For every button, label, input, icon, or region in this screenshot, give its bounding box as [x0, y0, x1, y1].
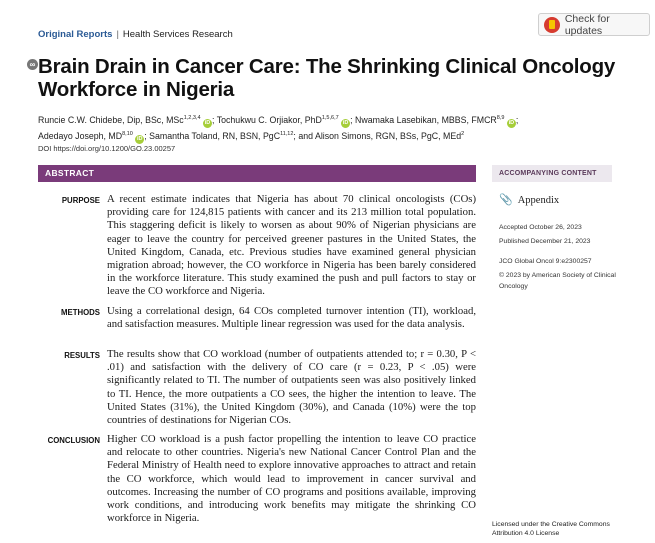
author-affiliation: 8,9 [496, 115, 505, 121]
author-affiliation: 8,10 [122, 130, 133, 137]
author-affiliation: 1,2,3,4 [183, 115, 201, 121]
author-name[interactable]: Nwamaka Lasebikan, MBBS, FMCR [355, 114, 497, 125]
accompanying-content-heading: ACCOMPANYING CONTENT [492, 165, 612, 182]
abstract-heading: ABSTRACT [38, 165, 476, 182]
license-notice[interactable]: Licensed under the Creative Commons Attribution 4.0 License [492, 521, 610, 537]
section-text-purpose: A recent estimate indicates that Nigeria has about 70 clinical oncologists (COs) providing care for 124,815 patients with cancer and its 213 million total population. This staggering deficit is likely to worsen as about 90% of Nigerian physicians are eager to leave the country for perceived greener pastures in the United States, the United Kingdom, Canada, etc. Previous studies have examined general physician migration abroad; however, the CO workforce in Nigeria has been barely considered in the workforce literature. This study examined the push and pull factors to stay or leave the CO workforce and Nigeria. [107, 193, 476, 298]
section-label-results: RESULTS [64, 351, 100, 360]
doi-link[interactable]: DOI https://doi.org/10.1200/GO.23.00257 [38, 144, 176, 153]
appendix-link[interactable] [499, 193, 559, 206]
appendix-label: Appendix [517, 195, 560, 206]
orcid-icon[interactable]: iD [342, 119, 349, 126]
copyright-notice: © 2023 by American Society of Clinical Oncology [499, 272, 616, 290]
section-text-conclusion: Higher CO workload is a push factor propelling the intention to leave CO practice and relocate to other countries. Nigeria's new National Cancer Control Plan and the Federal Ministry of Health need to explore innovative approaches to attract and retain the CO workforce, which would lead to improvement in cancer survival and outcomes. Increasing the number of CO programs and positions available, improving work conditions, and introducing work benefits may mitigate the shrinking CO workforce in Nigeria. [107, 433, 476, 525]
article-title: Brain Drain in Cancer Care: The Shrinking Clinical Oncology Workforce in Nigeria [38, 55, 616, 101]
accepted-date: Accepted October 26, 2023 [499, 224, 582, 231]
author-name[interactable]: Tochukwu C. Orjiakor, PhD [216, 114, 322, 125]
paperclip-icon: 📎 [499, 194, 513, 206]
check-for-updates-button[interactable] [538, 13, 650, 36]
author-affiliation: 1,5,6,7 [321, 115, 339, 121]
orcid-icon[interactable]: iD [137, 135, 143, 142]
open-access-icon: ∞ [27, 59, 38, 70]
author-name[interactable]: and Alison Simons, RGN, BSs, PgC, MEd [298, 130, 462, 141]
breadcrumb-separator: | [116, 29, 119, 40]
section-text-results: The results show that CO workload (number of outpatients attended to; r = 0.30, P < .01) and satisfaction with the delivery of CO care (r = 0.23, P < .05) were significantly related to TI. The number of outpatients seen was also positively linked to TI. Hence, the more outpatients a CO sees, the higher the intention to leave. The United States (31%), the United Kingdom (30%), and Canada (10%) were the top countries of destinations for Nigerian COs. [107, 348, 476, 427]
author-name[interactable]: Samantha Toland, RN, BSN, PgC [149, 130, 281, 141]
author-affiliation: 2 [461, 130, 465, 137]
section-label-purpose: PURPOSE [61, 196, 100, 205]
author-list: Runcie C.W. Chidebe, Dip, BSc, MSc$^{1,2,3,4}$ iD ; Tochukwu C. Orjiakor, PhD$^{1,5,6,7}$ iD ; Nwamaka Lasebikan, MBBS, FMCR$^{8,9}$ iD ; Adedayo Joseph, MD$^{8,10}$ iD ; Samantha Toland, RN, BSN, PgC$^{11,12}$; and Alison Simons, RGN, BSs, PgC, MEd$^2$ [38, 114, 519, 142]
published-date: Published December 21, 2023 [499, 238, 591, 245]
article-category[interactable]: Original Reports [38, 29, 113, 40]
check-updates-label: Check for updates [564, 12, 610, 37]
orcid-icon[interactable]: iD [204, 119, 211, 126]
section-label-methods: METHODS [61, 308, 100, 317]
breadcrumb [38, 29, 233, 40]
journal-citation: JCO Global Oncol 9:e2300257 [499, 258, 592, 265]
orcid-icon[interactable]: iD [508, 119, 515, 126]
article-subcategory[interactable]: Health Services Research [122, 29, 233, 40]
author-affiliation: 11,12 [280, 130, 294, 137]
section-label-conclusion: CONCLUSION [47, 436, 100, 445]
section-text-methods: Using a correlational design, 64 COs completed turnover intention (TI), workload, and satisfaction measures. Multiple linear regression was used for the data analysis. [107, 305, 476, 331]
author-name[interactable]: Adedayo Joseph, MD [38, 130, 123, 141]
bookmark-update-icon [544, 17, 560, 33]
author-name[interactable]: Runcie C.W. Chidebe, Dip, BSc, MSc [38, 114, 184, 125]
